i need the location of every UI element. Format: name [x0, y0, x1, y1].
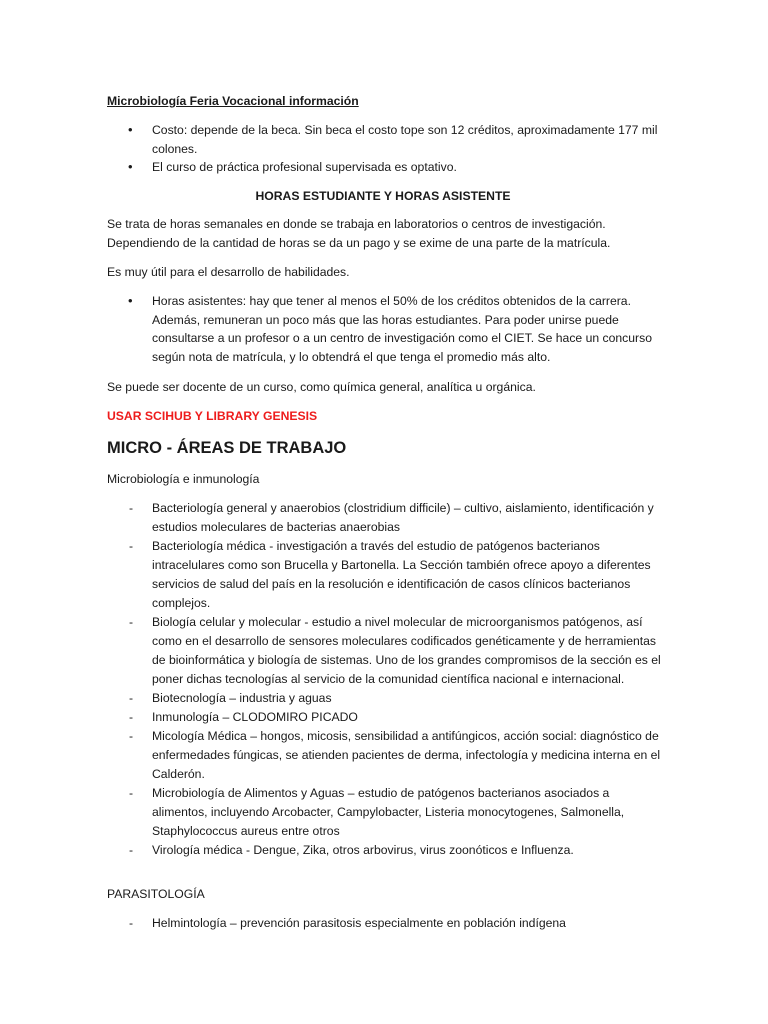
list-item	[107, 499, 667, 537]
list-item-text: Horas asistentes: hay que tener al menos el 50% de los créditos obtenidos de la carrera. Además, remuneran un poco más que las horas estudiantes. Para poder unirse puede consultarse a un profesor o a un centro de investigación como el CIET. Se hace un concurso según nota de matrícula, y lo obtendrá el que tenga el promedio más alto.	[152, 294, 652, 364]
docente-paragraph: Se puede ser docente de un curso, como química general, analítica u orgánica.	[107, 380, 536, 394]
cost-bullet-list	[107, 121, 667, 177]
list-item-text: Helmintología – prevención parasitosis especialmente en población indígena	[152, 916, 566, 930]
bullet-icon: •	[128, 122, 133, 137]
dash-icon: -	[129, 501, 134, 515]
list-item	[107, 613, 667, 689]
list-item-text: Bacteriología médica - investigación a través del estudio de patógenos bacterianos intracelulares como son Brucella y Bartonella. La Sección también ofrece apoyo a diferentes servicios de salud del país en la resolución e identificación de casos clínicos bacterianos complejos.	[152, 539, 651, 610]
list-item	[107, 708, 667, 727]
document-title: Microbiología Feria Vocacional información	[107, 94, 359, 108]
dash-icon: -	[129, 843, 134, 857]
dash-icon: -	[129, 786, 134, 800]
horas-paragraph: Se trata de horas semanales en donde se trabaja en laboratorios o centros de investigación. Dependiendo de la cantidad de horas se da un pago y se exime de una parte de la matrícula.	[107, 217, 611, 250]
red-note: USAR SCIHUB Y LIBRARY GENESIS	[107, 409, 318, 423]
list-item	[107, 914, 667, 933]
section-heading: MICRO - ÁREAS DE TRABAJO	[107, 439, 347, 457]
list-item-text: Inmunología – CLODOMIRO PICADO	[152, 710, 358, 724]
list-item	[107, 537, 667, 613]
dash-icon: -	[129, 615, 134, 629]
list-item-text: El curso de práctica profesional supervisada es optativo.	[152, 160, 457, 175]
dash-icon: -	[129, 710, 134, 724]
list-item	[107, 689, 667, 708]
util-paragraph: Es muy útil para el desarrollo de habilidades.	[107, 265, 350, 279]
list-item-text: Biología celular y molecular - estudio a nivel molecular de microorganismos patógenos, así como en el desarrollo de sensores moleculares codificados genéticamente y de herramientas de bioinformática y biología de sistemas. Uno de los grandes compromisos de la sección es el poner dichas tecnologías al servicio de la comunidad científica nacional e internacional.	[152, 615, 661, 686]
dash-icon: -	[129, 916, 134, 930]
parasitologia-heading: PARASITOLOGÍA	[107, 887, 205, 901]
list-item-text: Costo: depende de la beca. Sin beca el costo tope son 12 créditos, aproximadamente 177 mil colones.	[152, 123, 658, 156]
bullet-icon: •	[128, 293, 133, 308]
dash-icon: -	[129, 729, 134, 743]
parasitologia-list	[107, 914, 667, 933]
list-item-text: Biotecnología – industria y aguas	[152, 691, 332, 705]
list-item-text: Microbiología de Alimentos y Aguas – estudio de patógenos bacterianos asociados a alimentos, incluyendo Arcobacter, Campylobacter, Listeria monocytogenes, Salmonella, Staphylococcus aureus entre otros	[152, 786, 625, 838]
list-item	[107, 727, 667, 784]
list-item	[107, 841, 667, 860]
micro-areas-list	[107, 499, 667, 860]
dash-icon: -	[129, 539, 134, 553]
list-item-text: Bacteriología general y anaerobios (clostridium difficile) – cultivo, aislamiento, identificación y estudios moleculares de bacterias anaerobias	[152, 501, 654, 534]
asistente-bullet-list	[107, 292, 667, 366]
list-item-text: Virología médica - Dengue, Zika, otros arbovirus, virus zoonóticos e Influenza.	[152, 843, 574, 857]
list-item	[107, 292, 667, 366]
list-item	[107, 158, 667, 177]
list-item	[107, 121, 667, 158]
bullet-icon: •	[128, 159, 133, 175]
list-item	[107, 784, 667, 841]
dash-icon: -	[129, 691, 134, 705]
list-item-text: Micología Médica – hongos, micosis, sensibilidad a antifúngicos, acción social: diagnóstico de enfermedades fúngicas, se atienden pacientes de derma, infectología y medicina interna en el Calderón.	[152, 729, 661, 781]
micro-subtitle: Microbiología e inmunología	[107, 472, 260, 486]
horas-heading: HORAS ESTUDIANTE Y HORAS ASISTENTE	[255, 189, 511, 203]
